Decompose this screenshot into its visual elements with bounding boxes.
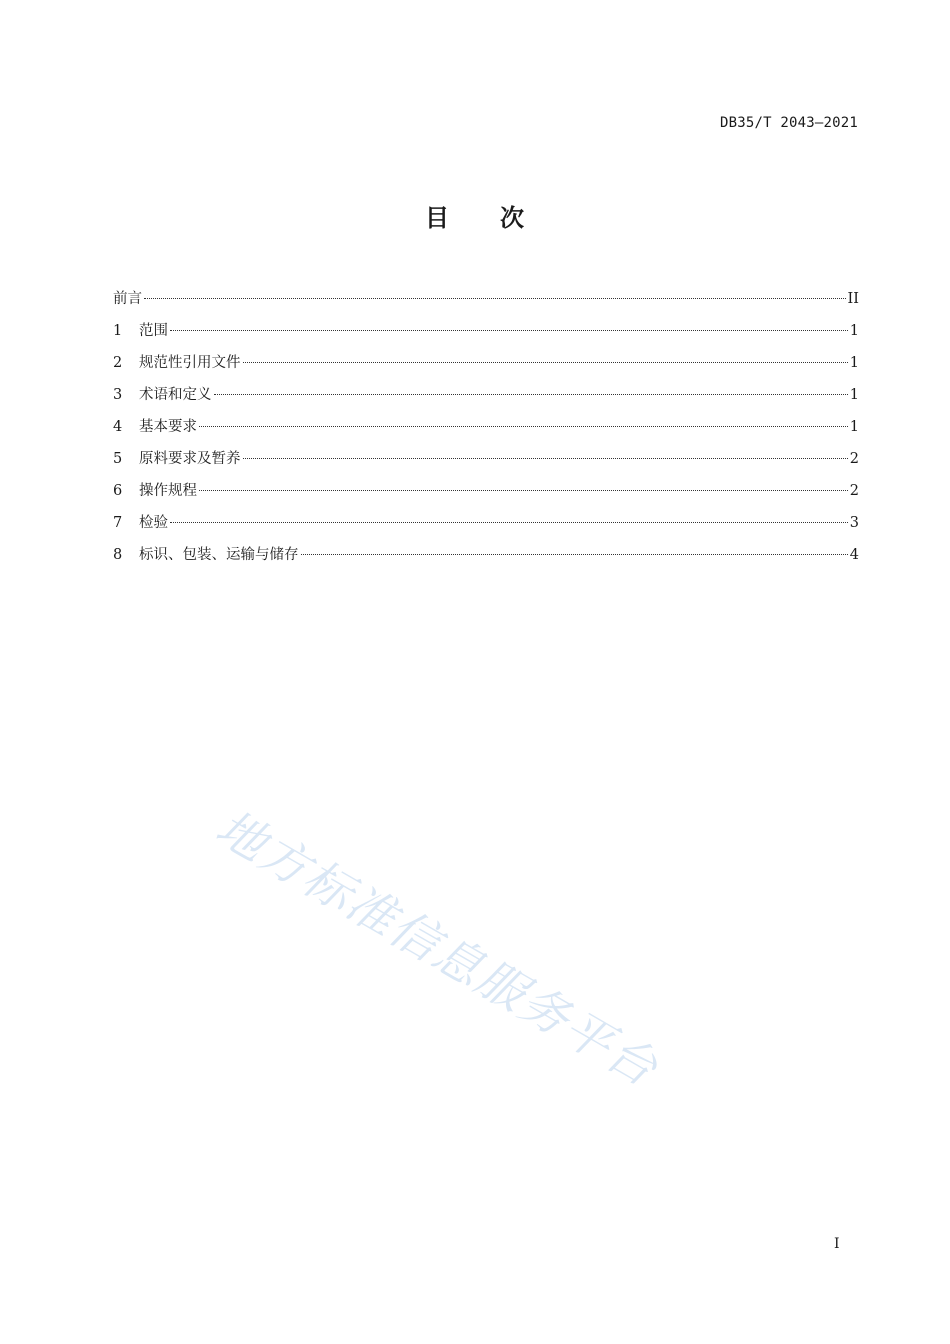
toc-entry-page: 2 xyxy=(849,451,859,467)
toc-entry-number: 2 xyxy=(113,355,123,371)
toc-leader-dots xyxy=(170,522,848,523)
toc-entry-inspection[interactable] xyxy=(113,511,859,543)
toc-entry-number: 6 xyxy=(113,483,123,499)
toc-entry-page: 1 xyxy=(849,323,859,339)
toc-leader-dots xyxy=(214,394,848,395)
toc-entry-page: 3 xyxy=(849,515,859,531)
toc-entry-page: 1 xyxy=(849,387,859,403)
toc-entry-foreword[interactable] xyxy=(113,287,859,319)
title-char-1: 目 xyxy=(425,204,450,232)
toc-leader-dots xyxy=(144,298,846,299)
title-char-2: 次 xyxy=(500,204,525,232)
toc-entry-number: 8 xyxy=(113,547,123,563)
toc-entry-number: 3 xyxy=(113,387,123,403)
toc-entry-title: 检验 xyxy=(139,515,168,531)
toc-leader-dots xyxy=(199,426,848,427)
toc-entry-number: 4 xyxy=(113,419,123,435)
toc-entry-number: 5 xyxy=(113,451,123,467)
toc-entry-labeling-packaging[interactable] xyxy=(113,543,859,575)
toc-leader-dots xyxy=(243,458,848,459)
toc-entry-title: 操作规程 xyxy=(139,483,197,499)
page-title xyxy=(0,198,950,233)
toc-entry-title: 原料要求及暂养 xyxy=(139,451,241,467)
document-code: DB35/T 2043—2021 xyxy=(719,115,858,131)
toc-entry-title: 范围 xyxy=(139,323,168,339)
toc-entry-title: 规范性引用文件 xyxy=(139,355,241,371)
toc-entry-title: 术语和定义 xyxy=(139,387,212,403)
toc-entry-number: 7 xyxy=(113,515,123,531)
toc-entry-title: 标识、包装、运输与储存 xyxy=(139,547,299,563)
toc-entry-title: 前言 xyxy=(113,291,142,307)
toc-entry-raw-materials[interactable] xyxy=(113,447,859,479)
toc-entry-normative-references[interactable] xyxy=(113,351,859,383)
toc-entry-scope[interactable] xyxy=(113,319,859,351)
toc-entry-page: 1 xyxy=(849,419,859,435)
toc-entry-page: 1 xyxy=(849,355,859,371)
toc-entry-basic-requirements[interactable] xyxy=(113,415,859,447)
toc-leader-dots xyxy=(199,490,848,491)
toc-entry-page: 4 xyxy=(849,547,859,563)
toc-entry-number: 1 xyxy=(113,323,123,339)
toc-leader-dots xyxy=(170,330,848,331)
toc-entry-terms-definitions[interactable] xyxy=(113,383,859,415)
toc-entry-page: II xyxy=(847,291,859,307)
toc-entry-title: 基本要求 xyxy=(139,419,197,435)
watermark: 地方标准信息服务平台 xyxy=(206,799,668,1099)
page-number: I xyxy=(834,1236,840,1252)
table-of-contents xyxy=(113,287,859,575)
toc-entry-operating-procedures[interactable] xyxy=(113,479,859,511)
toc-leader-dots xyxy=(301,554,848,555)
toc-entry-page: 2 xyxy=(849,483,859,499)
toc-leader-dots xyxy=(243,362,848,363)
